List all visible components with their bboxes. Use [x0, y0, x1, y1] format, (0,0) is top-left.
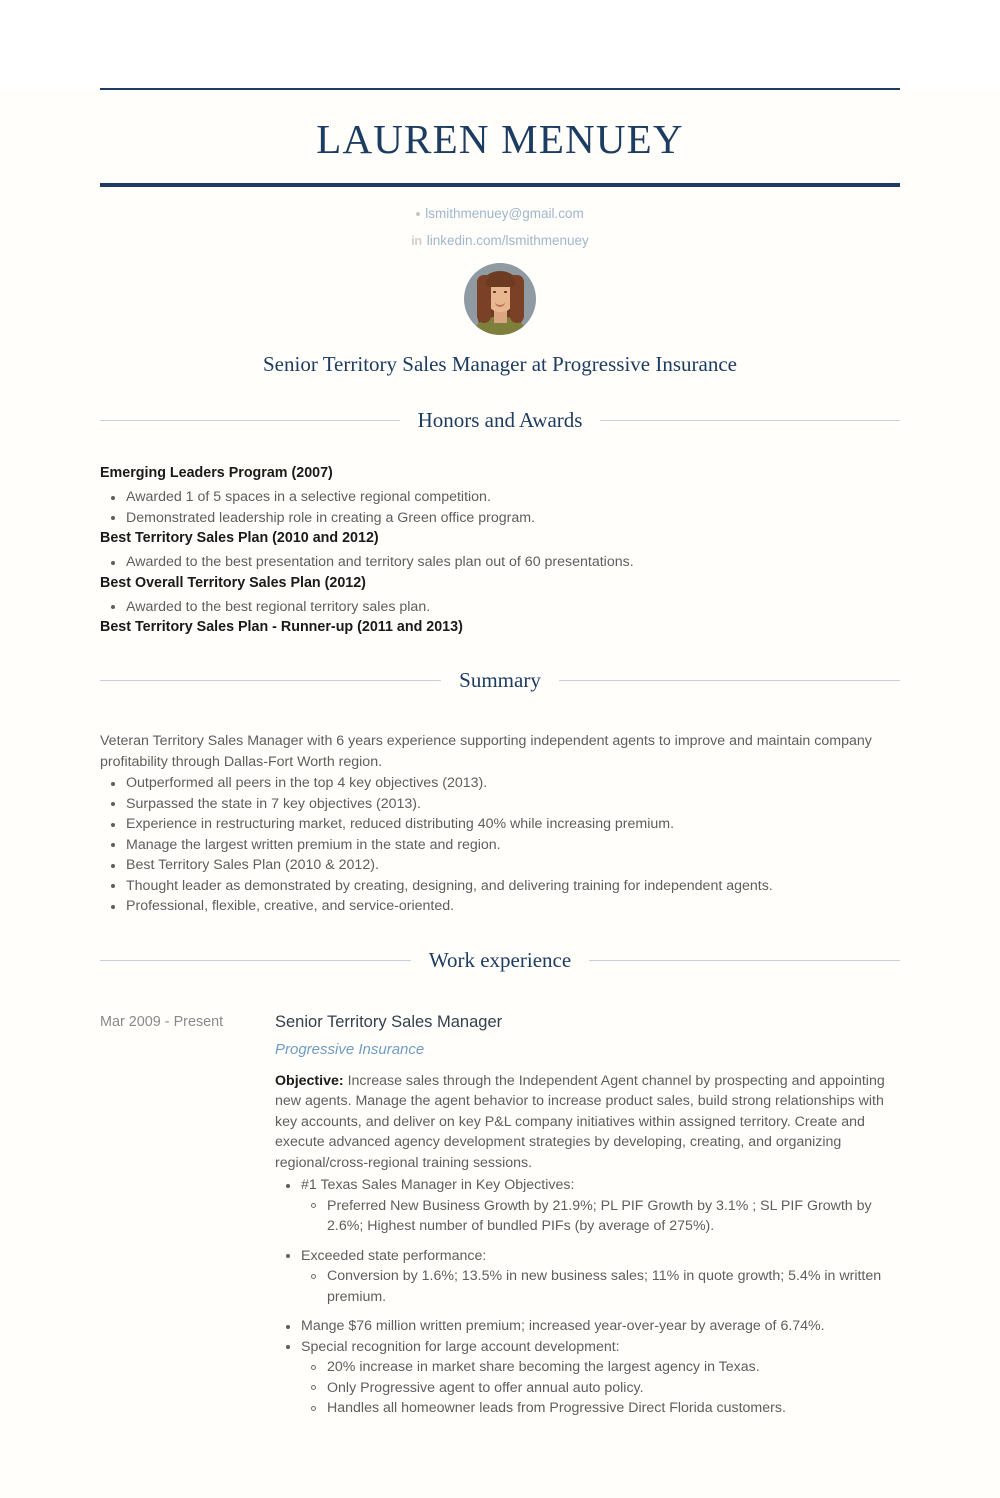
- section-title: Work experience: [428, 947, 572, 972]
- award-item: [100, 573, 900, 618]
- bullet-text: Exceeded state performance:: [301, 1247, 487, 1264]
- work-objective: [275, 1061, 900, 1174]
- candidate-name: LAUREN MENUEY: [316, 116, 684, 162]
- summary-bullets: [100, 773, 900, 917]
- work-role: Senior Territory Sales Manager: [275, 1012, 503, 1031]
- section-header-honors: [100, 410, 900, 431]
- avatar-eye-left: [493, 291, 496, 293]
- list-item: Awarded to the best regional territory sales plan.: [100, 597, 900, 618]
- award-bullets: [100, 552, 900, 573]
- section-title: Summary: [459, 668, 541, 693]
- sub-bullets: [301, 1357, 900, 1419]
- list-item: Surpassed the state in 7 key objectives (2013).: [100, 794, 900, 815]
- section-title: Honors and Awards: [417, 408, 583, 433]
- award-title: Best Territory Sales Plan - Runner-up (2011 and 2013): [100, 619, 463, 636]
- email-text: lsmithmenuey@gmail.com: [425, 206, 584, 221]
- list-item: Best Territory Sales Plan (2010 & 2012).: [100, 855, 900, 876]
- avatar-bangs: [486, 275, 515, 287]
- list-item: Manage the largest written premium in the state and region.: [100, 835, 900, 856]
- list-item: Experience in restructuring market, reduced distributing 40% while increasing premium.: [100, 814, 900, 835]
- contact-linkedin-row[interactable]: [100, 227, 900, 254]
- sub-bullets: [301, 1196, 900, 1237]
- award-title: Best Territory Sales Plan (2010 and 2012): [100, 530, 379, 547]
- bullet-text: #1 Texas Sales Manager in Key Objectives:: [301, 1177, 575, 1194]
- section-rule-right: [559, 680, 900, 681]
- linkedin-icon: in: [411, 233, 422, 248]
- objective-text: Increase sales through the Independent Agent channel by prospecting and appointing new agents. Manage the agent behavior to increase product sales, build strong relationships with key accounts, and deliver on key P&L company initiatives within assigned territory. Create and execute advanced agency development strategies by developing, creating, and organizing regional/cross-regional training sessions.: [275, 1072, 885, 1171]
- summary-block: [100, 691, 900, 917]
- sub-bullets: [301, 1266, 900, 1307]
- list-item: Preferred New Business Growth by 21.9%; PL PIF Growth by 3.1% ; SL PIF Growth by 2.6%; Highest number of bundled PIFs (by average of 275%).: [301, 1196, 900, 1237]
- award-item: [100, 528, 900, 573]
- list-item: Handles all homeowner leads from Progressive Direct Florida customers.: [301, 1398, 900, 1419]
- work-dates: Mar 2009 - Present: [100, 1013, 224, 1030]
- award-bullets: [100, 487, 900, 528]
- list-item: Conversion by 1.6%; 13.5% in new business sales; 11% in quote growth; 5.4% in written premium.: [301, 1266, 900, 1307]
- bullet-text: Special recognition for large account development:: [301, 1338, 620, 1355]
- honors-list: [100, 431, 900, 637]
- avatar-eye-right: [504, 291, 507, 293]
- award-item: [100, 617, 900, 637]
- section-rule-left: [100, 680, 441, 681]
- section-rule-left: [100, 420, 400, 421]
- list-item: 20% increase in market share becoming the largest agency in Texas.: [301, 1357, 900, 1378]
- section-rule-left: [100, 960, 411, 961]
- award-title: Emerging Leaders Program (2007): [100, 465, 333, 482]
- list-item: Outperformed all peers in the top 4 key objectives (2013).: [100, 773, 900, 794]
- award-bullets: [100, 597, 900, 618]
- contact-email-row[interactable]: [100, 200, 900, 227]
- list-item: Demonstrated leadership role in creating a Green office program.: [100, 508, 900, 529]
- list-item: [275, 1175, 900, 1237]
- section-header-summary: [100, 670, 900, 691]
- avatar: [464, 263, 536, 335]
- section-rule-right: [600, 420, 900, 421]
- list-item: Only Progressive agent to offer annual auto policy.: [301, 1378, 900, 1399]
- section-rule-right: [589, 960, 900, 961]
- work-bullets: [275, 1175, 900, 1419]
- photo-block: [100, 254, 900, 335]
- linkedin-text: linkedin.com/lsmithmenuey: [426, 233, 589, 248]
- contact-block: [100, 187, 900, 254]
- work-company: Progressive Insurance: [275, 1040, 425, 1058]
- headline: Senior Territory Sales Manager at Progressive Insurance: [263, 352, 737, 376]
- list-item: Awarded 1 of 5 spaces in a selective regional competition.: [100, 487, 900, 508]
- list-item: Thought leader as demonstrated by creating, designing, and delivering training for independent agents.: [100, 876, 900, 897]
- list-item: [275, 1337, 900, 1419]
- list-item: Mange $76 million written premium; increased year-over-year by average of 6.74%.: [275, 1316, 900, 1337]
- award-item: [100, 463, 900, 528]
- objective-label: Objective:: [275, 1072, 344, 1089]
- section-header-work: [100, 947, 900, 972]
- resume-page: [0, 88, 1000, 1498]
- list-item: Awarded to the best presentation and territory sales plan out of 60 presentations.: [100, 552, 900, 573]
- award-title: Best Overall Territory Sales Plan (2012): [100, 574, 366, 591]
- work-entry: [100, 971, 900, 1419]
- list-item: [275, 1246, 900, 1308]
- email-dot-icon: [416, 200, 420, 227]
- work-details: [275, 1011, 900, 1419]
- summary-intro: Veteran Territory Sales Manager with 6 years experience supporting independent agents to improve and maintain company profitability through Dallas-Fort Worth region.: [100, 733, 872, 770]
- list-item: Professional, flexible, creative, and service-oriented.: [100, 896, 900, 917]
